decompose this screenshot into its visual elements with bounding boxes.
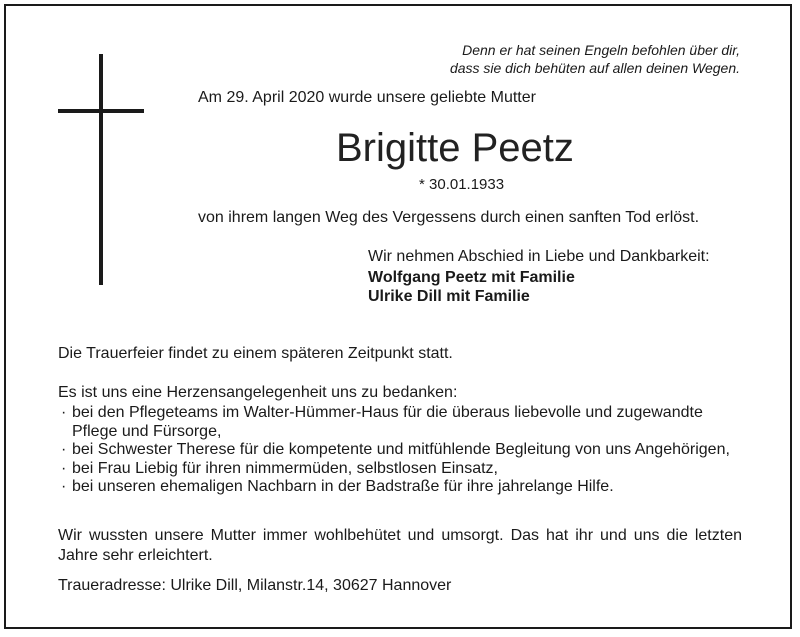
bible-verse-line-2: dass sie dich behüten auf allen deinen Wegen. — [449, 60, 740, 76]
service-note: Die Trauerfeier findet zu einem späteren Zeitpunkt statt. — [58, 345, 453, 362]
intro-text: Am 29. April 2020 wurde unsere geliebte Mutter — [198, 89, 536, 106]
bible-verse — [450, 41, 740, 77]
mourning-address: Traueradresse: Ulrike Dill, Milanstr.14, 30627 Hannover — [58, 577, 452, 594]
thanks-intro: Es ist uns eine Herzensangelegenheit uns zu bedanken: — [58, 384, 458, 401]
thanks-item: · bei den Pflegeteams im Walter-Hümmer-Haus für die überaus liebevolle und zugewandte Pflege und Fürsorge, — [58, 404, 748, 441]
thanks-item: · bei Schwester Therese für die kompetente und mitfühlende Begleitung von uns Angehörigen, — [58, 441, 748, 460]
cross-horizontal-bar — [58, 109, 144, 113]
thanks-item: · bei Frau Liebig für ihren nimmermüden, selbstlosen Einsatz, — [58, 460, 748, 479]
closing-text: Wir wussten unsere Mutter immer wohlbehütet und umsorgt. Das hat ihr und uns die letzten Jahre sehr erleichtert. — [58, 527, 742, 564]
birth-date: * 30.01.1933 — [419, 176, 505, 193]
thanks-list — [58, 404, 748, 497]
farewell-text: Wir nehmen Abschied in Liebe und Dankbarkeit: — [368, 248, 710, 265]
passing-text: von ihrem langen Weg des Vergessens durch einen sanften Tod erlöst. — [198, 209, 700, 226]
mourner-name: Wolfgang Peetz mit Familie — [368, 269, 575, 286]
cross-vertical-bar — [99, 54, 103, 285]
thanks-item: · bei unseren ehemaligen Nachbarn in der Badstraße für ihre jahrelange Hilfe. — [58, 478, 748, 497]
deceased-name: Brigitte Peetz — [336, 126, 574, 170]
bible-verse-line-1: Denn er hat seinen Engeln befohlen über dir, — [462, 42, 740, 58]
mourner-name: Ulrike Dill mit Familie — [368, 288, 530, 305]
